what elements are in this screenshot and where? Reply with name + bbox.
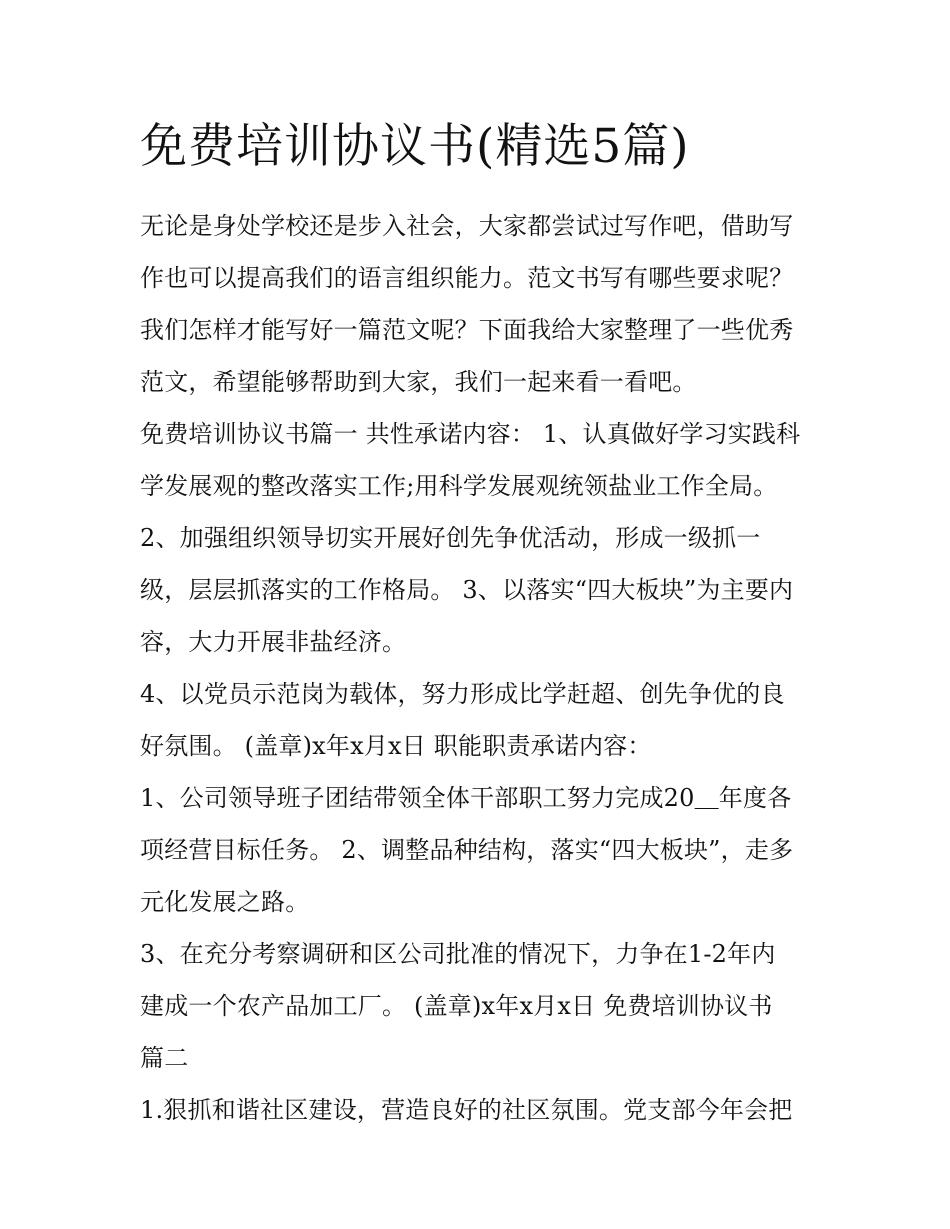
body-line: 1.狠抓和谐社区建设，营造良好的社区氛围。党支部今年会把 <box>140 1096 793 1124</box>
body-line: 学发展观的整改落实工作;用科学发展观统领盐业工作全局。 <box>140 472 778 500</box>
body-line: 免费培训协议书篇一 共性承诺内容： 1、认真做好学习实践科 <box>140 420 801 448</box>
document-body <box>140 200 830 1136</box>
body-line: 作也可以提高我们的语言组织能力。范文书写有哪些要求呢？ <box>140 264 794 292</box>
body-line: 项经营目标任务。 2、调整品种结构，落实“四大板块”，走多 <box>140 836 794 864</box>
body-line: 1、公司领导班子团结带领全体干部职工努力完成20＿年度各 <box>140 784 792 812</box>
body-line: 级，层层抓落实的工作格局。 3、以落实“四大板块”为主要内 <box>140 576 794 604</box>
body-line: 2、加强组织领导切实开展好创先争优活动，形成一级抓一 <box>140 524 761 552</box>
body-line: 范文，希望能够帮助到大家，我们一起来看一看吧。 <box>140 368 697 396</box>
body-line: 无论是身处学校还是步入社会，大家都尝试过写作吧，借助写 <box>140 212 794 240</box>
document-title: 免费培训协议书(精选5篇) <box>140 119 690 174</box>
body-line: 我们怎样才能写好一篇范文呢？下面我给大家整理了一些优秀 <box>140 316 794 344</box>
body-line: 好氛围。 (盖章)x年x月x日 职能职责承诺内容： <box>140 732 652 760</box>
body-line: 3、在充分考察调研和区公司批准的情况下，力争在1-2年内 <box>140 940 776 968</box>
body-line: 元化发展之路。 <box>140 888 310 916</box>
body-line: 篇二 <box>140 1044 189 1072</box>
body-line: 容，大力开展非盐经济。 <box>140 628 407 656</box>
body-line: 4、以党员示范岗为载体，努力形成比学赶超、创先争优的良 <box>140 680 785 708</box>
body-line: 建成一个农产品加工厂。 (盖章)x年x月x日 免费培训协议书 <box>140 992 773 1020</box>
